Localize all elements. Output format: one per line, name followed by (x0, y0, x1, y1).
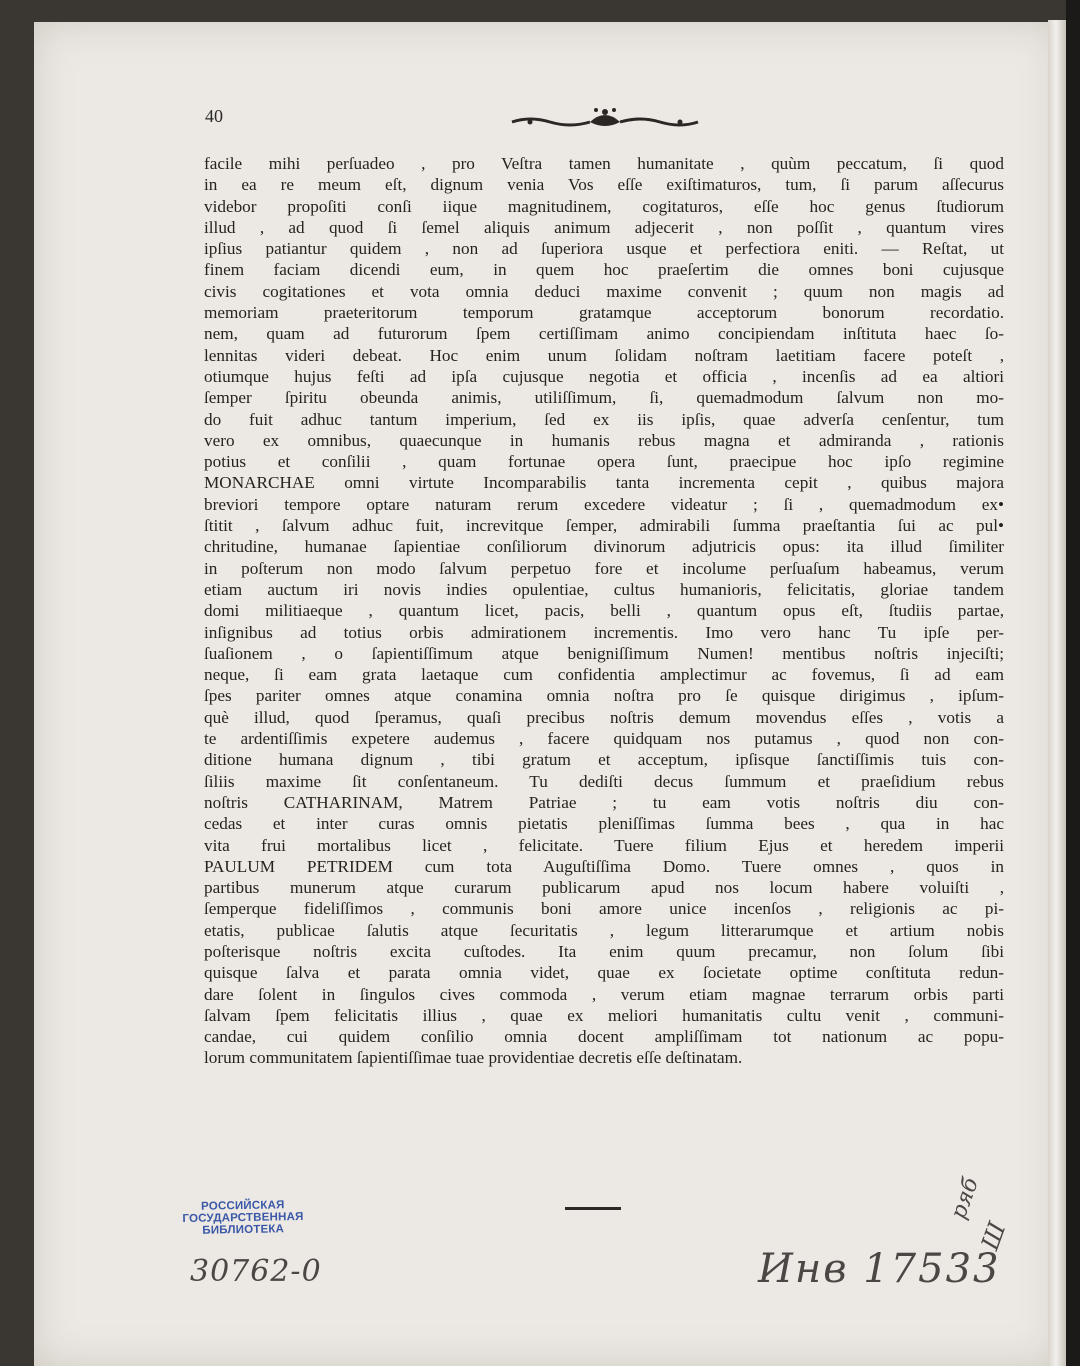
text-line: poſterisque noſtris excita cuſtodes. Ita enim quum precamur, non ſolum ſibi (204, 941, 1004, 961)
text-line: do fuit adhuc tantum imperium, ſed ex iis ipſis, quae adverſa cenſentur, tum (204, 409, 1004, 429)
handwritten-catalog-number: 30762-0 (190, 1254, 322, 1289)
stamp-line: ГОСУДАРСТВЕННАЯ (182, 1210, 304, 1226)
text-line: candae, cui quidem conſilio omnia docent ampliſſimam tot nationum ac popu- (204, 1027, 1004, 1047)
text-line: breviori tempore optare naturam rerum excedere videatur ; ſi , quemadmodum ex• (204, 494, 1004, 514)
page-edge (1048, 20, 1068, 1366)
text-line: ſemper ſpiritu obeunda animis, utiliſſimum, ſi, quemadmodum ſalvum non mo- (204, 388, 1004, 408)
stamp-line: РОССИЙСКАЯ (200, 1199, 285, 1213)
handwritten-note: Ш (975, 1218, 1012, 1254)
text-line: vero ex omnibus, quaecunque in humanis rebus magna et admiranda , rationis (204, 430, 1004, 450)
text-line: ſemperque fideliſſimos , communis boni amore unice incenſos , religionis ac pi- (204, 899, 1004, 919)
text-line: nem, quam ad futurorum ſpem certiſſimam animo concipiendam inſtituta haec ſo- (204, 324, 1004, 344)
text-line: què illud, quod ſperamus, quaſi precibus noſtris demum movendus eſſes , votis a (204, 707, 1004, 727)
text-line: ſuaſionem , o ſapientiſſimum atque benigniſſimum Numen! mentibus noſtris injeciſti; (204, 643, 1004, 663)
text-line: domi militiaeque , quantum licet, pacis, belli , quantum opus eſt, ſtudiis partae, (204, 601, 1004, 621)
text-line: MONARCHAE omni virtute Incomparabilis tanta incrementa cepit , quibus majora (204, 473, 1004, 493)
text-line: ſtitit , ſalvum adhuc fuit, increvitque ſemper, admirabili ſumma praeſtantia ſui ac pul• (204, 516, 1004, 536)
text-line: lennitas videri debeat. Hoc enim unum ſolidam noſtram laetitiam facere poteſt , (204, 345, 1004, 365)
text-line: ipſius patiantur quidem , non ad ſuperiora usque et perfectiora eniti. — Reſtat, ut (204, 239, 1004, 259)
text-line: quisque ſalva et parata omnia videt, quae ex ſocietate optime conſtituta redun- (204, 963, 1004, 983)
text-line: etiam auctum iri novis indies opulentiae, cultus humanioris, felicitatis, gloriae tandem (204, 579, 1004, 599)
library-stamp (178, 1199, 309, 1237)
stamp-line: БИБЛИОТЕКА (202, 1223, 285, 1237)
closing-rule (565, 1207, 621, 1210)
text-line: otiumque hujus feſti ad ipſa cujusque negotia et officia , incenſis ad ea altiori (204, 366, 1004, 386)
body-text (204, 153, 1004, 1069)
text-line: potius et conſilii , quam fortunae opera ſunt, praecipue hoc ipſo regimine (204, 452, 1004, 472)
text-line: in poſterum non modo ſalvum perpetuo fore et incolume perſuaſum habeamus, verum (204, 558, 1004, 578)
text-line: videbor propoſiti conſi iique magnitudinem, cogitaturos, eſſe hoc genus ſtudiorum (204, 196, 1004, 216)
text-line: lorum communitatem ſapientiſſimae tuae providentiae decretis eſſe deſtinatam. (204, 1048, 743, 1068)
text-line: neque, ſi eam grata laetaque cum confidentia amplectimur ac fovemus, ſi ad eam (204, 665, 1004, 685)
text-line: PAULUM PETRIDEM cum tota Auguſtiſſima Domo. Tuere omnes , quos in (204, 856, 1004, 876)
handwritten-inventory-number: Инв 17533 (758, 1246, 1001, 1292)
text-line: inſignibus ad totius orbis admirationem incrementis. Imo vero hanc Tu ipſe per- (204, 622, 1004, 642)
text-line: finem faciam dicendi eum, in quem hoc praeſertim die omnes boni cujusque (204, 260, 1004, 280)
text-line: facile mihi perſuadeo , pro Veſtra tamen humanitate , quùm peccatum, ſi quod (204, 154, 1004, 173)
handwritten-note: ряб (946, 1174, 984, 1223)
text-line: ſalvam ſpem felicitatis illius , quae ex meliori humanitatis cultu venit , communi- (204, 1005, 1004, 1025)
text-line: vita frui mortalibus licet , felicitate. Tuere filium Ejus et heredem imperii (204, 835, 1004, 855)
text-line: ſiliis maxime ſit conſentaneum. Tu dediſti decus ſummum et praeſidium rebus (204, 771, 1004, 791)
text-line: memoriam praeteritorum temporum gratamque acceptorum bonorum recordatio. (204, 303, 1004, 323)
ornament-icon (510, 104, 700, 134)
text-line: etatis, publicae ſalutis atque ſecuritatis , legum litterarumque et artium nobis (204, 920, 1004, 940)
scan-border (1066, 0, 1080, 1366)
text-line: noſtris CATHARINAM, Matrem Patriae ; tu eam votis noſtris diu con- (204, 792, 1004, 812)
text-line: in ea re meum eſt, dignum venia Vos eſſe exiſtimaturos, tum, ſi parum aſſecurus (204, 175, 1004, 195)
text-line: cedas et inter curas omnis pietatis pleniſſimas ſumma bees , qua in hac (204, 814, 1004, 834)
text-line: dare ſolent in ſingulos cives commoda , verum etiam magnae terrarum orbis parti (204, 984, 1004, 1004)
text-line: ditione humana dignum , tibi gratum et acceptum, ipſisque ſanctiſſimis tuis con- (204, 750, 1004, 770)
text-line: illud , ad quod ſi ſemel aliquis animum adjecerit , non poſſit , quantum vires (204, 217, 1004, 237)
text-line: chritudine, humanae ſapientiae conſiliorum divinorum adjutricis opus: ita illud ſimiliter (204, 537, 1004, 557)
page-number: 40 (205, 106, 223, 126)
text-line: partibus munerum atque curarum publicarum apud nos locum habere voluiſti , (204, 878, 1004, 898)
text-line: civis cogitationes et vota omnia deduci maxime convenit ; quum non magis ad (204, 281, 1004, 301)
text-line: ſpes pariter omnes atque conamina omnia noſtra pro ſe quisque dirigimus , ipſum- (204, 686, 1004, 706)
text-line: te ardentiſſimis expetere audemus , facere quidquam nos putamus , quod non con- (204, 729, 1004, 749)
